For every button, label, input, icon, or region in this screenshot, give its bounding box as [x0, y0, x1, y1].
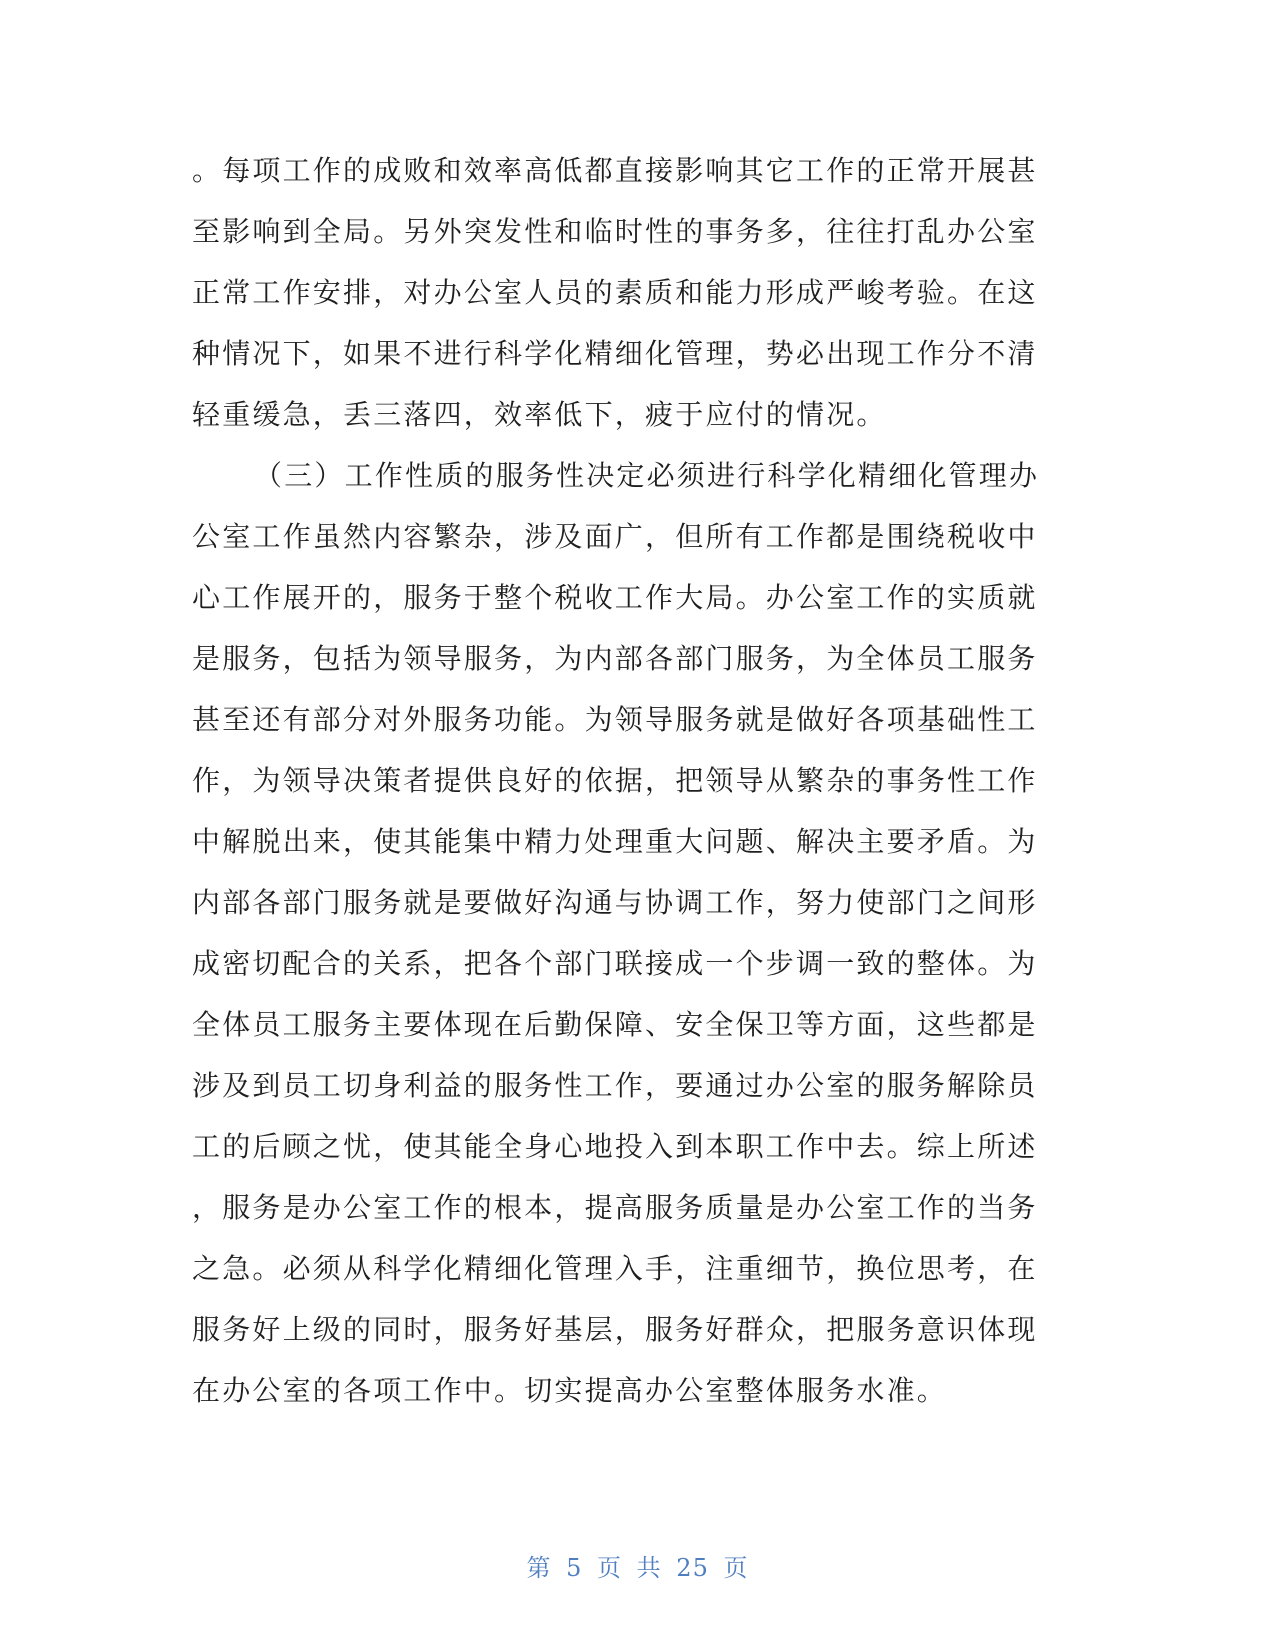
text-line: 全体员工服务主要体现在后勤保障、安全保卫等方面，这些都是 [192, 1008, 1038, 1041]
text-line: 之急。必须从科学化精细化管理入手，注重细节，换位思考，在 [192, 1252, 1038, 1285]
text-line: 是服务，包括为领导服务，为内部各部门服务，为全体员工服务 [192, 642, 1038, 675]
text-line: 轻重缓急，丢三落四，效率低下，疲于应付的情况。 [192, 398, 887, 431]
text-line: 公室工作虽然内容繁杂，涉及面广，但所有工作都是围绕税收中 [192, 520, 1038, 553]
text-line: ，服务是办公室工作的根本，提高服务质量是办公室工作的当务 [192, 1191, 1038, 1224]
text-line: 正常工作安排，对办公室人员的素质和能力形成严峻考验。在这 [192, 276, 1038, 309]
text-line: 成密切配合的关系，把各个部门联接成一个步调一致的整体。为 [192, 947, 1038, 980]
text-line: 中解脱出来，使其能集中精力处理重大问题、解决主要矛盾。为 [192, 825, 1038, 858]
text-line: 工的后顾之忧，使其能全身心地投入到本职工作中去。综上所述 [192, 1130, 1038, 1163]
text-line: 在办公室的各项工作中。切实提高办公室整体服务水准。 [192, 1374, 948, 1407]
text-line: 涉及到员工切身利益的服务性工作，要通过办公室的服务解除员 [192, 1069, 1038, 1102]
text-line: 。每项工作的成败和效率高低都直接影响其它工作的正常开展甚 [192, 154, 1038, 187]
page-number-footer: 第 5 页 共 25 页 [526, 1554, 749, 1582]
text-line: 服务好上级的同时，服务好基层，服务好群众，把服务意识体现 [192, 1313, 1038, 1346]
text-line: 心工作展开的，服务于整个税收工作大局。办公室工作的实质就 [192, 581, 1038, 614]
text-line: 作，为领导决策者提供良好的依据，把领导从繁杂的事务性工作 [192, 764, 1038, 797]
text-line: 至影响到全局。另外突发性和临时性的事务多，往往打乱办公室 [192, 215, 1038, 248]
text-line: 种情况下，如果不进行科学化精细化管理，势必出现工作分不清 [192, 337, 1038, 370]
document-body [192, 140, 1064, 1421]
text-line: 内部各部门服务就是要做好沟通与协调工作，努力使部门之间形 [192, 886, 1038, 919]
text-line: 甚至还有部分对外服务功能。为领导服务就是做好各项基础性工 [192, 703, 1038, 736]
section-heading-line: （三）工作性质的服务性决定必须进行科学化精细化管理办 [254, 459, 1040, 492]
